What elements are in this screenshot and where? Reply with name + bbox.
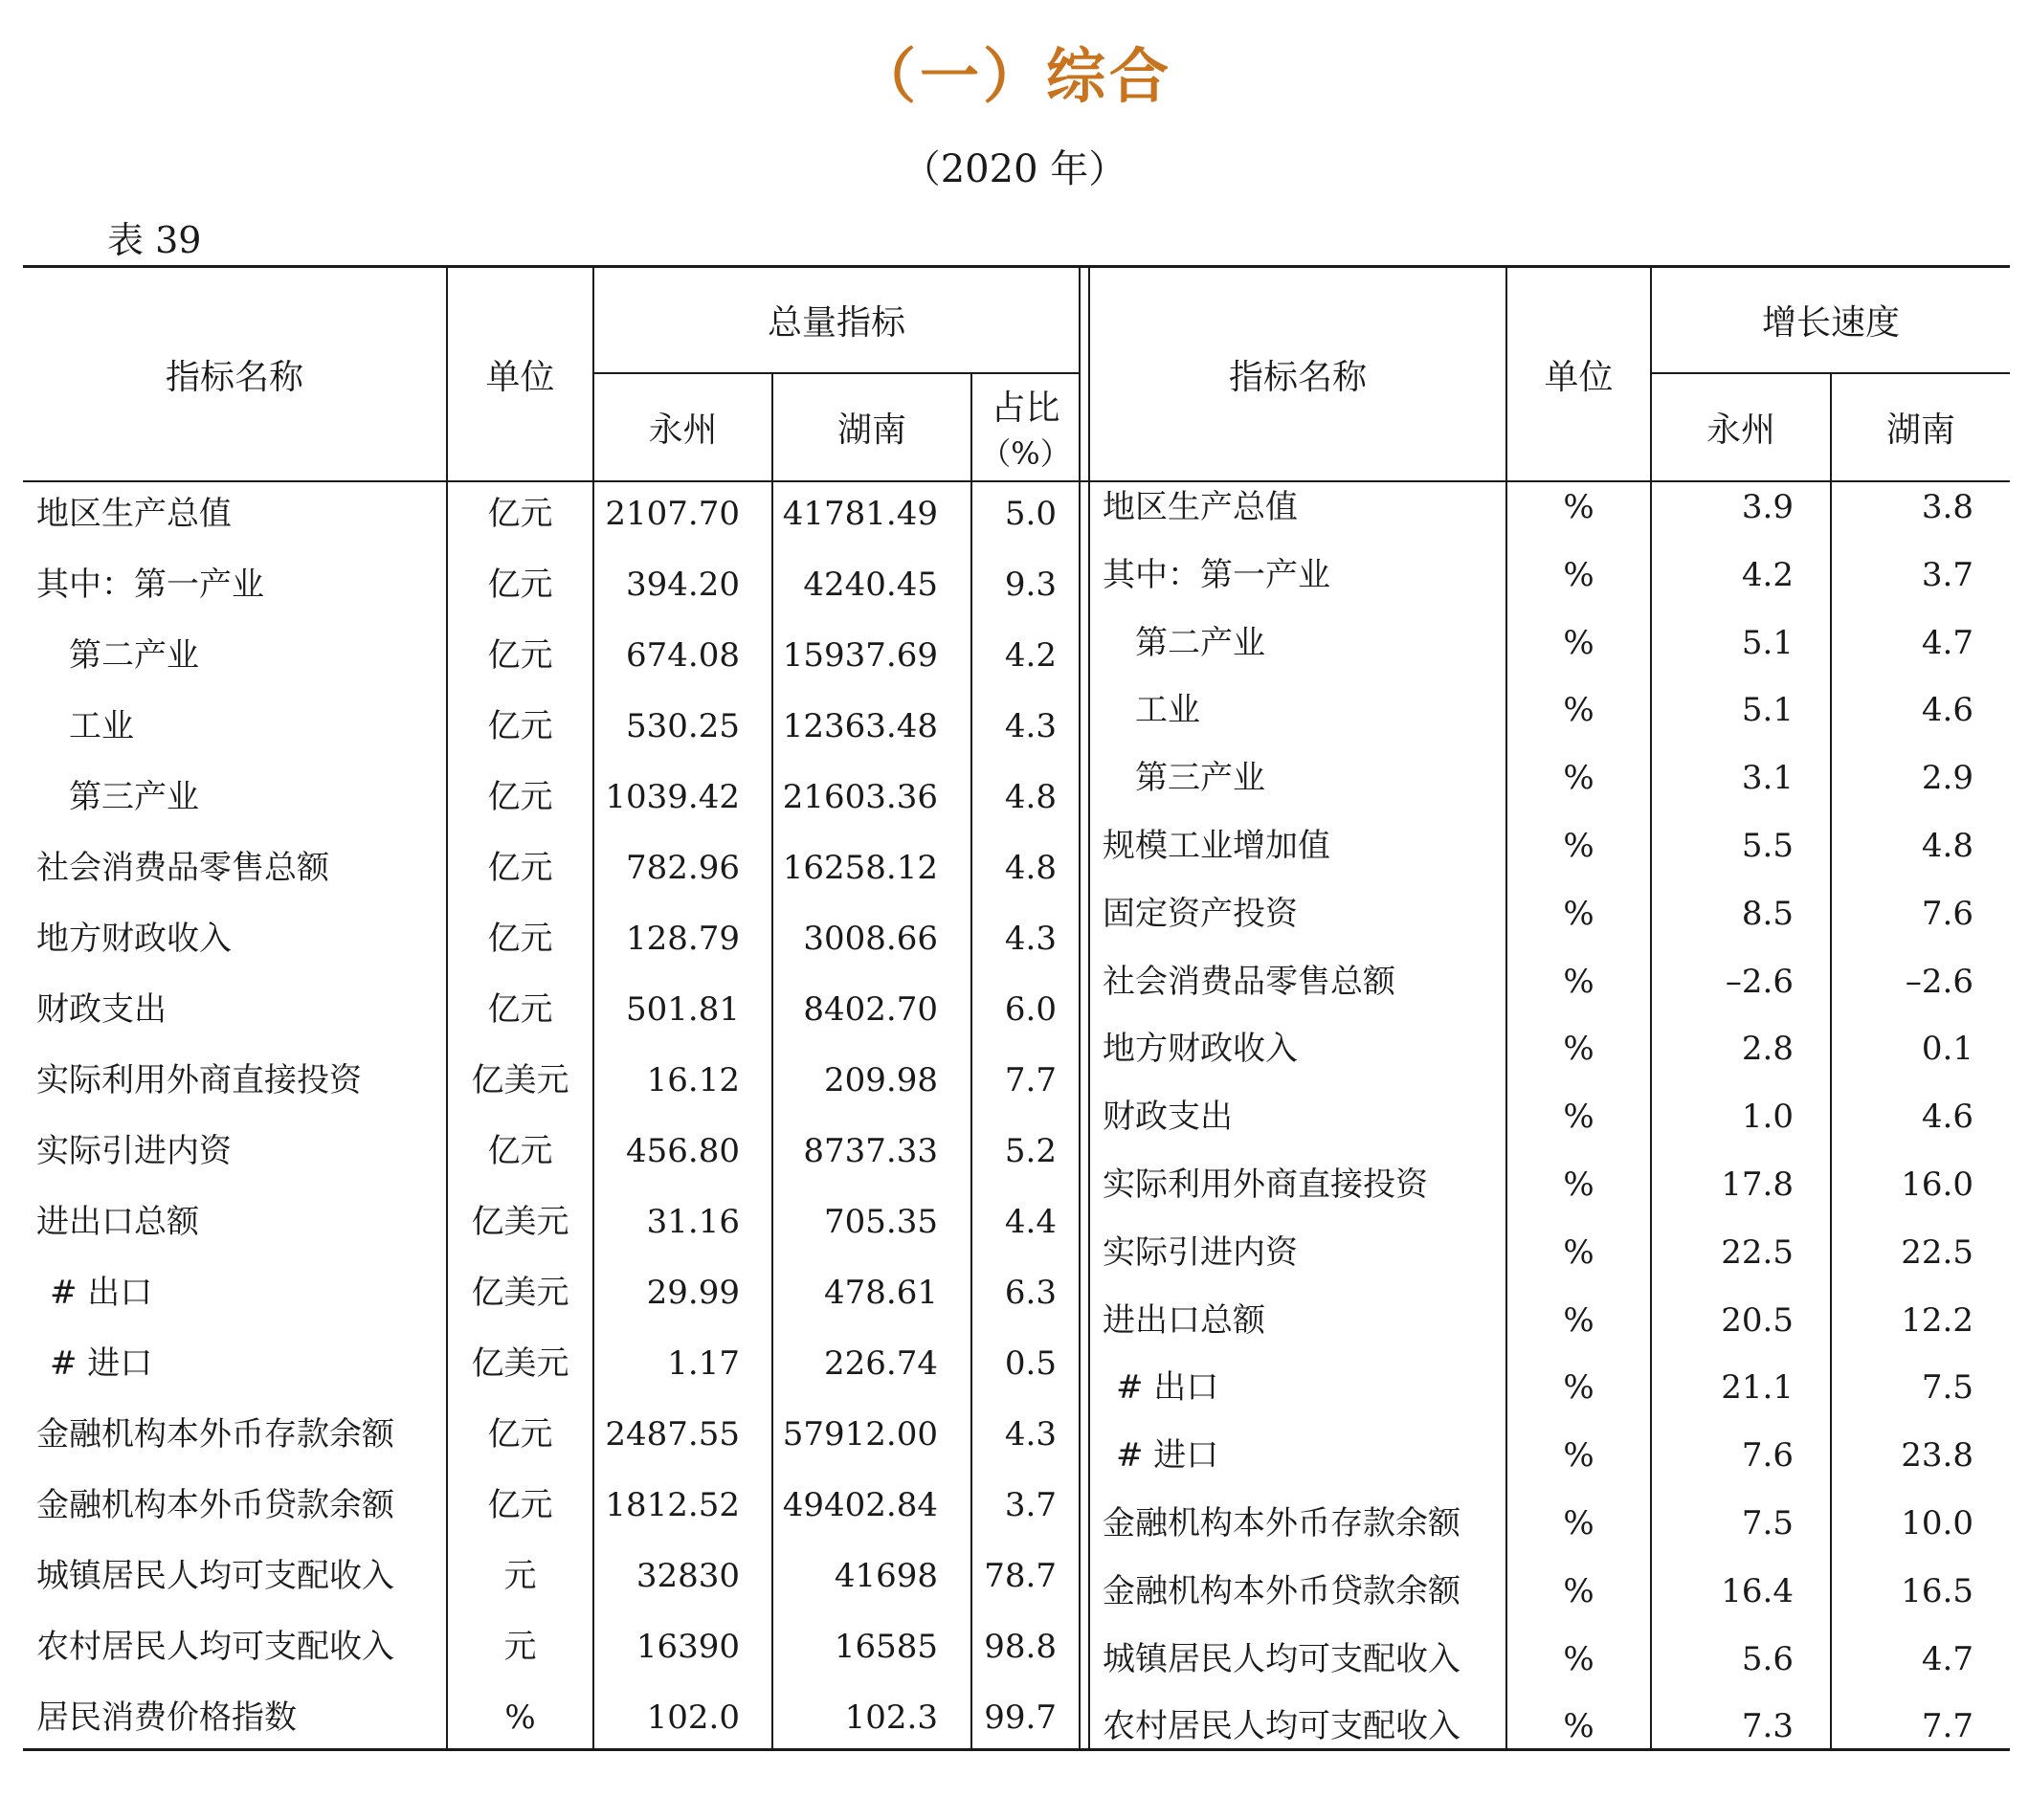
row-yongzhou-value: 1039.42 (605, 778, 740, 816)
row-name: 社会消费品零售总额 (1103, 962, 1395, 1001)
row-unit: % (1563, 623, 1594, 662)
row-name: 地区生产总值 (1103, 488, 1298, 526)
row-yongzhou-growth: 5.1 (1741, 691, 1794, 730)
row-name: 城镇居民人均可支配收入 (1103, 1639, 1460, 1678)
row-unit: 亿美元 (471, 1061, 569, 1099)
row-hunan-growth: 4.6 (1921, 1098, 1973, 1137)
row-yongzhou-growth: 7.3 (1741, 1707, 1794, 1746)
row-unit: % (1563, 555, 1594, 594)
row-yongzhou-growth: 4.2 (1741, 555, 1794, 594)
row-unit: % (1563, 1030, 1594, 1069)
row-unit: % (1563, 1571, 1594, 1610)
row-hunan-value: 21603.36 (782, 778, 938, 816)
row-unit: % (1563, 488, 1594, 526)
row-hunan-value: 41781.49 (782, 495, 938, 533)
row-name: 财政支出 (1103, 1098, 1233, 1137)
row-unit: 亿元 (487, 636, 553, 675)
header-growth-group: 增长速度 (1761, 303, 1900, 343)
row-name: 城镇居民人均可支配收入 (36, 1557, 394, 1595)
row-hunan-growth: 3.8 (1921, 488, 1973, 526)
header-unit-right: 单位 (1544, 357, 1614, 397)
row-hunan-growth: 7.6 (1921, 894, 1973, 933)
row-name: 工业 (69, 707, 134, 745)
header-hunan: 湖南 (836, 411, 906, 450)
row-name: 实际引进内资 (36, 1132, 232, 1170)
row-yongzhou-growth: 3.1 (1741, 759, 1794, 798)
row-unit: 亿元 (487, 990, 553, 1029)
row-yongzhou-value: 102.0 (646, 1698, 740, 1737)
row-yongzhou-growth: 22.5 (1721, 1232, 1794, 1272)
row-hunan-growth: 12.2 (1901, 1300, 1973, 1340)
header-name: 指标名称 (165, 357, 303, 397)
row-unit: % (1563, 691, 1594, 730)
row-share-value: 9.3 (1004, 566, 1057, 604)
row-name: 金融机构本外币存款余额 (1103, 1504, 1460, 1543)
row-name: # 出口 (50, 1274, 153, 1312)
header-share (972, 374, 1079, 480)
row-hunan-value: 478.61 (824, 1274, 938, 1312)
row-name: 规模工业增加值 (1103, 827, 1330, 865)
row-unit: % (1563, 1707, 1594, 1746)
header-hunan-right: 湖南 (1885, 411, 1955, 450)
row-hunan-growth: 23.8 (1901, 1436, 1973, 1476)
row-yongzhou-value: 31.16 (646, 1203, 740, 1241)
row-yongzhou-value: 29.99 (646, 1274, 740, 1312)
row-hunan-growth: 22.5 (1901, 1232, 1973, 1272)
row-hunan-growth: 4.7 (1921, 623, 1973, 662)
row-name: 进出口总额 (36, 1203, 199, 1241)
row-yongzhou-value: 782.96 (626, 849, 740, 887)
row-share-value: 98.8 (984, 1628, 1057, 1666)
row-share-value: 99.7 (984, 1698, 1057, 1737)
row-yongzhou-value: 456.80 (626, 1132, 740, 1170)
row-yongzhou-growth: 21.1 (1721, 1368, 1794, 1408)
panel-divider (1079, 266, 1081, 1749)
header-yongzhou-right: 永州 (1706, 411, 1775, 450)
row-hunan-growth: 16.5 (1901, 1571, 1973, 1610)
row-hunan-value: 41698 (834, 1557, 938, 1595)
row-name: 金融机构本外币贷款余额 (36, 1486, 394, 1524)
row-unit: % (1563, 827, 1594, 865)
row-yongzhou-growth: 3.9 (1741, 488, 1794, 526)
header-yongzhou: 永州 (648, 411, 718, 450)
row-unit: % (504, 1698, 536, 1737)
row-yongzhou-value: 1812.52 (605, 1486, 740, 1524)
row-share-value: 4.8 (1004, 849, 1057, 887)
row-name: 工业 (1135, 691, 1200, 730)
row-hunan-value: 12363.48 (782, 707, 938, 745)
year-subtitle: （2020 年） (902, 147, 1127, 191)
panel-divider (1088, 266, 1090, 1749)
row-name: 地方财政收入 (36, 920, 232, 958)
row-yongzhou-growth: 5.5 (1741, 827, 1794, 865)
row-unit: 亿美元 (471, 1203, 569, 1241)
row-share-value: 5.0 (1004, 495, 1057, 533)
row-share-value: 6.3 (1004, 1274, 1057, 1312)
page-title: （一）综合 (856, 41, 1172, 111)
row-yongzhou-value: 32830 (635, 1557, 740, 1595)
row-name: 地方财政收入 (1103, 1030, 1298, 1069)
row-unit: 亿元 (487, 1486, 553, 1524)
row-name: 地区生产总值 (36, 495, 232, 533)
row-hunan-value: 3008.66 (803, 920, 938, 958)
row-name: 金融机构本外币存款余额 (36, 1415, 394, 1454)
row-hunan-growth: 4.6 (1921, 691, 1973, 730)
row-name: 固定资产投资 (1103, 894, 1298, 933)
row-hunan-value: 8737.33 (803, 1132, 938, 1170)
row-unit: % (1563, 1639, 1594, 1678)
row-hunan-value: 16258.12 (782, 849, 938, 887)
row-name: # 出口 (1116, 1368, 1219, 1408)
row-unit: % (1563, 962, 1594, 1001)
row-yongzhou-value: 1.17 (667, 1344, 740, 1383)
row-hunan-value: 8402.70 (803, 990, 938, 1029)
row-unit: % (1563, 759, 1594, 798)
row-hunan-growth: 2.9 (1921, 759, 1973, 798)
row-hunan-value: 102.3 (844, 1698, 938, 1737)
row-hunan-growth: 4.7 (1921, 1639, 1973, 1678)
row-yongzhou-growth: 7.5 (1741, 1504, 1794, 1543)
row-share-value: 4.3 (1004, 1415, 1057, 1454)
row-share-value: 4.8 (1004, 778, 1057, 816)
row-hunan-value: 705.35 (824, 1203, 938, 1241)
row-name: 实际引进内资 (1103, 1232, 1298, 1272)
row-name: 第二产业 (69, 636, 199, 675)
row-yongzhou-growth: 1.0 (1741, 1098, 1794, 1137)
row-share-value: 0.5 (1004, 1344, 1057, 1383)
row-name: # 进口 (1116, 1436, 1219, 1476)
row-unit: 元 (503, 1557, 537, 1595)
row-share-value: 78.7 (984, 1557, 1057, 1595)
header-name-right: 指标名称 (1228, 357, 1367, 397)
row-hunan-value: 226.74 (824, 1344, 938, 1383)
row-unit: 亿美元 (471, 1274, 569, 1312)
row-name: 金融机构本外币贷款余额 (1103, 1571, 1460, 1610)
row-yongzhou-growth: 20.5 (1721, 1300, 1794, 1340)
row-unit: 亿元 (487, 707, 553, 745)
row-name: 社会消费品零售总额 (36, 849, 329, 887)
row-unit: 元 (503, 1628, 537, 1666)
row-hunan-value: 49402.84 (782, 1486, 938, 1524)
row-unit: 亿元 (487, 778, 553, 816)
row-share-value: 5.2 (1004, 1132, 1057, 1170)
row-hunan-value: 4240.45 (803, 566, 938, 604)
header-share-line1: 占比 (991, 388, 1060, 428)
row-unit: 亿元 (487, 1132, 553, 1170)
row-unit: 亿元 (487, 495, 553, 533)
row-yongzhou-value: 2487.55 (605, 1415, 740, 1454)
row-unit: % (1563, 894, 1594, 933)
row-yongzhou-growth: 5.6 (1741, 1639, 1794, 1678)
row-yongzhou-growth: 16.4 (1721, 1571, 1794, 1610)
row-share-value: 4.3 (1004, 707, 1057, 745)
row-name: 实际利用外商直接投资 (36, 1061, 362, 1099)
row-yongzhou-value: 16.12 (646, 1061, 740, 1099)
row-hunan-value: 209.98 (824, 1061, 938, 1099)
row-yongzhou-value: 128.79 (626, 920, 740, 958)
row-yongzhou-growth: 5.1 (1741, 623, 1794, 662)
header-total-group: 总量指标 (767, 303, 905, 343)
row-yongzhou-growth: 8.5 (1741, 894, 1794, 933)
row-yongzhou-growth: 17.8 (1721, 1165, 1794, 1204)
row-share-value: 7.7 (1004, 1061, 1057, 1099)
row-name: 其中：第一产业 (1103, 555, 1330, 594)
row-name: 其中：第一产业 (36, 566, 264, 604)
header-share-line2: （%） (980, 435, 1071, 472)
row-unit: 亿元 (487, 566, 553, 604)
row-unit: 亿美元 (471, 1344, 569, 1383)
row-hunan-growth: 7.7 (1921, 1707, 1973, 1746)
row-yongzhou-growth: 7.6 (1741, 1436, 1794, 1476)
row-name: 第二产业 (1135, 623, 1265, 662)
row-share-value: 4.4 (1004, 1203, 1057, 1241)
row-unit: 亿元 (487, 920, 553, 958)
row-yongzhou-growth: –2.6 (1725, 962, 1794, 1001)
row-yongzhou-growth: 2.8 (1741, 1030, 1794, 1069)
row-share-value: 4.2 (1004, 636, 1057, 675)
row-hunan-growth: 0.1 (1921, 1030, 1973, 1069)
row-unit: % (1563, 1504, 1594, 1543)
row-unit: 亿元 (487, 849, 553, 887)
row-yongzhou-value: 16390 (635, 1628, 740, 1666)
row-share-value: 6.0 (1004, 990, 1057, 1029)
row-name: 居民消费价格指数 (36, 1698, 297, 1737)
row-name: 实际利用外商直接投资 (1103, 1165, 1428, 1204)
row-hunan-growth: 7.5 (1921, 1368, 1973, 1408)
row-name: 农村居民人均可支配收入 (1103, 1707, 1460, 1746)
header-unit: 单位 (485, 357, 555, 397)
row-name: 财政支出 (36, 990, 167, 1029)
row-name: 农村居民人均可支配收入 (36, 1628, 394, 1666)
row-yongzhou-value: 2107.70 (605, 495, 740, 533)
row-name: 进出口总额 (1103, 1300, 1265, 1340)
row-name: # 进口 (50, 1344, 153, 1383)
row-hunan-value: 16585 (834, 1628, 938, 1666)
row-yongzhou-value: 674.08 (626, 636, 740, 675)
row-unit: % (1563, 1232, 1594, 1272)
row-hunan-growth: 10.0 (1901, 1504, 1973, 1543)
row-unit: % (1563, 1368, 1594, 1408)
row-unit: % (1563, 1165, 1594, 1204)
row-name: 第三产业 (1135, 759, 1265, 798)
row-hunan-value: 15937.69 (782, 636, 938, 675)
row-yongzhou-value: 394.20 (626, 566, 740, 604)
row-hunan-growth: 16.0 (1901, 1165, 1973, 1204)
row-unit: % (1563, 1300, 1594, 1340)
row-unit: 亿元 (487, 1415, 553, 1454)
row-unit: % (1563, 1098, 1594, 1137)
row-name: 第三产业 (69, 778, 199, 816)
row-hunan-growth: –2.6 (1905, 962, 1973, 1001)
row-share-value: 3.7 (1004, 1486, 1057, 1524)
row-yongzhou-value: 530.25 (626, 707, 740, 745)
row-yongzhou-value: 501.81 (626, 990, 740, 1029)
table-number: 表 39 (107, 219, 202, 261)
row-hunan-growth: 3.7 (1921, 555, 1973, 594)
row-hunan-value: 57912.00 (782, 1415, 938, 1454)
row-unit: % (1563, 1436, 1594, 1476)
row-share-value: 4.3 (1004, 920, 1057, 958)
row-hunan-growth: 4.8 (1921, 827, 1973, 865)
